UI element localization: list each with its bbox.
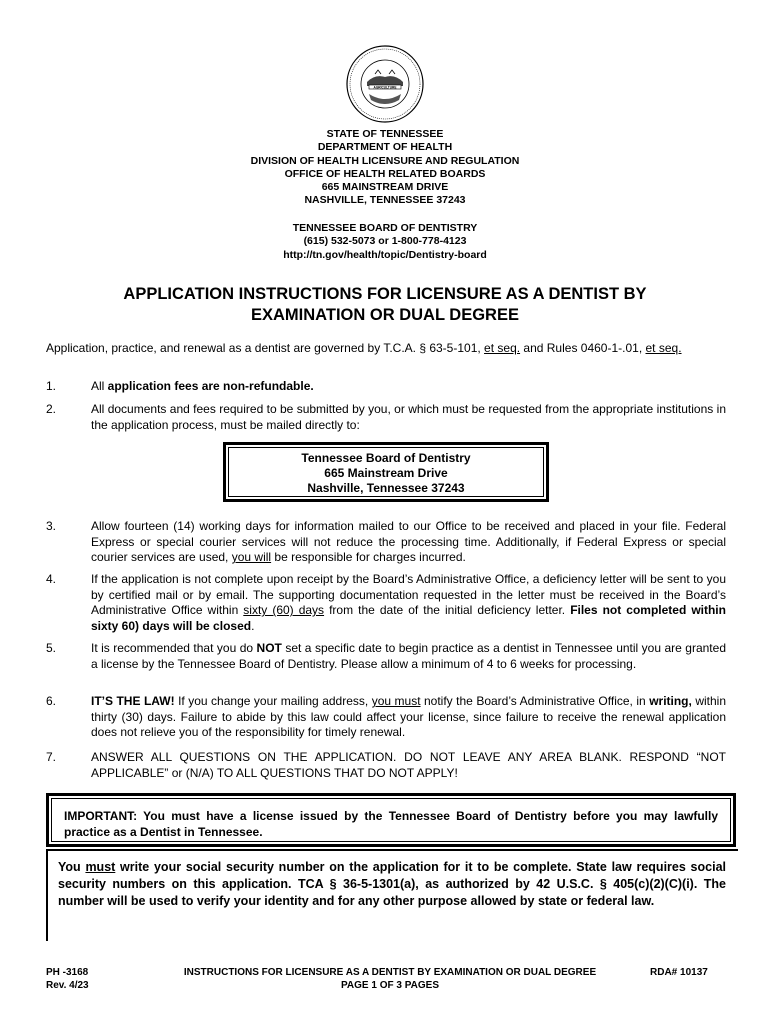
rda-number: RDA# 10137: [650, 967, 708, 978]
agency-header: [0, 128, 770, 208]
header-line: OFFICE OF HEALTH RELATED BOARDS: [284, 167, 486, 180]
instruction-item: 1. All application fees are non-refundable.: [46, 379, 314, 393]
header-line: TENNESSEE BOARD OF DENTISTRY: [292, 222, 478, 234]
instruction-item: 3. Allow fourteen (14) working days for information mailed to our Office to be received and placed in your file. Federal Express or special courier services will not reduce the processing time. Additionally, if Federal Express or special courier services are used, you will be responsible for charges incurred.: [46, 519, 726, 565]
form-number: PH -3168 Rev. 4/23: [46, 967, 89, 991]
board-header: [0, 222, 770, 262]
intro-paragraph: Application, practice, and renewal as a dentist are governed by T.C.A. § 63-5-101, et seq. and Rules 0460-1-.01, et seq.: [46, 341, 682, 355]
document-title: APPLICATION INSTRUCTIONS FOR LICENSURE AS A DENTIST BY EXAMINATION OR DUAL DEGREE: [123, 285, 647, 324]
svg-text:AGRICULTURE: AGRICULTURE: [373, 85, 397, 90]
instruction-item: 7. ANSWER ALL QUESTIONS ON THE APPLICATION. DO NOT LEAVE ANY AREA BLANK. RESPOND “NOT APPLICABLE” or (N/A) TO ALL QUESTIONS THAT DO NOT APPLY!: [46, 750, 726, 780]
instruction-item: 6. IT’S THE LAW! If you change your mailing address, you must notify the Board’s Administrative Office, in writing, within thirty (30) days. Failure to abide by this law could affect your license, since failure to receive the renewal application does not relieve you of the responsibility for timely renewal.: [46, 694, 727, 740]
header-line: (615) 532-5073 or 1-800-778-4123: [303, 235, 467, 248]
mailing-address-box: Tennessee Board of Dentistry 665 Mainstream Drive Nashville, Tennessee 37243: [223, 442, 549, 502]
instruction-item: 4. If the application is not complete upon receipt by the Board’s Administrative Office, a deficiency letter will be sent to you by certified mail or by email. The supporting documentation requested in the letter must be received in the Board’s Administrative Office within sixty (60) days from the date of the initial deficiency letter. Files not completed within sixty 60) days will be closed.: [46, 572, 726, 633]
ssn-notice: You must write your social security number on the application for it to be complete. State law requires social security numbers on this application. TCA § 36-5-1301(a), as authorized by 42 U.S.C. § 405(c)(2)(C)(i). The number will be used to verify your identity and for any other purpose allowed by state or federal law.: [46, 849, 738, 941]
important-notice-box: IMPORTANT: You must have a license issued by the Tennessee Board of Dentistry before you may lawfully practice as a Dentist in Tennessee.: [46, 793, 736, 847]
header-line: STATE OF TENNESSEE: [326, 128, 444, 140]
header-line: DIVISION OF HEALTH LICENSURE AND REGULATION: [250, 154, 520, 167]
tennessee-state-seal: [345, 44, 425, 124]
instruction-item: 5. It is recommended that you do NOT set a specific date to begin practice as a dentist in Tennessee until you are granted a license by the Tennessee Board of Dentistry. Please allow a minimum of 4 to 6 weeks for processing.: [46, 641, 726, 671]
board-website-link[interactable]: http://tn.gov/health/topic/Dentistry-board: [283, 248, 487, 261]
header-line: NASHVILLE, TENNESSEE 37243: [304, 194, 466, 207]
instruction-item: 2. All documents and fees required to be submitted by you, or which must be requested from the appropriate institutions in the application process, must be mailed directly to:: [46, 402, 726, 432]
footer-title: INSTRUCTIONS FOR LICENSURE AS A DENTIST BY EXAMINATION OR DUAL DEGREE PAGE 1 OF 3 PAGES: [183, 967, 597, 991]
header-line: DEPARTMENT OF HEALTH: [317, 141, 453, 154]
header-line: 665 MAINSTREAM DRIVE: [321, 181, 449, 194]
